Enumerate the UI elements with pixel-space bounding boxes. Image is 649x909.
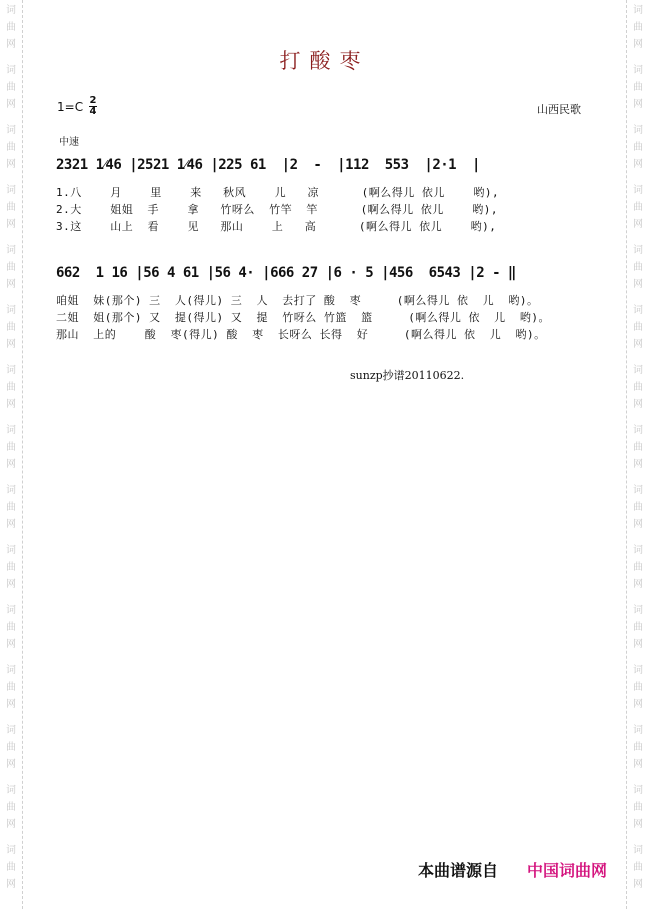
watermark-char: 曲 — [633, 802, 643, 813]
watermark-char: 曲 — [633, 682, 643, 693]
watermark-char: 词 — [633, 185, 643, 196]
watermark-char: 曲 — [633, 622, 643, 633]
watermark-char: 词 — [633, 125, 643, 136]
watermark-char: 网 — [6, 39, 16, 50]
watermark-char: 网 — [6, 99, 16, 110]
watermark-char: 词 — [633, 665, 643, 676]
watermark-char: 曲 — [633, 502, 643, 513]
watermark-char: 词 — [633, 845, 643, 856]
watermark-char: 网 — [6, 159, 16, 170]
watermark-char: 曲 — [633, 82, 643, 93]
time-signature — [89, 96, 97, 117]
watermark-char: 词 — [6, 185, 16, 196]
watermark-char: 词 — [6, 425, 16, 436]
watermark-char: 网 — [633, 339, 643, 350]
watermark-char: 词 — [633, 545, 643, 556]
watermark-char: 网 — [6, 279, 16, 290]
watermark-char: 词 — [6, 365, 16, 376]
watermark-char: 网 — [6, 399, 16, 410]
watermark-char: 词 — [6, 5, 16, 16]
lyric-line-2-3: 那山 上的 酸 枣(得儿) 酸 枣 长呀么 长得 好 (啊么得儿 依 儿 哟)。 — [56, 328, 546, 341]
site-name-link[interactable]: 中国词曲网 — [527, 861, 608, 880]
watermark-char: 词 — [6, 485, 16, 496]
watermark-char: 曲 — [633, 382, 643, 393]
watermark-char: 网 — [633, 879, 643, 890]
notation-line-2: 662 1 16 |56 4 61 |56 4· |666 27 |6 · 5 |456 6543 |2 - ‖ — [56, 265, 516, 281]
watermark-char: 曲 — [6, 202, 16, 213]
watermark-char: 网 — [6, 519, 16, 530]
watermark-char: 网 — [6, 639, 16, 650]
watermark-char: 曲 — [6, 22, 16, 33]
right-margin-border — [626, 0, 649, 909]
lyric-line-1-3: 3.这 山上 看 见 那山 上 高 (啊么得儿 依儿 哟), — [56, 220, 497, 233]
watermark-char: 词 — [6, 65, 16, 76]
watermark-char: 网 — [633, 639, 643, 650]
watermark-char: 网 — [6, 339, 16, 350]
watermark-char: 词 — [6, 245, 16, 256]
watermark-char: 词 — [633, 5, 643, 16]
watermark-char: 曲 — [6, 502, 16, 513]
left-margin-border — [0, 0, 23, 909]
watermark-char: 词 — [6, 545, 16, 556]
watermark-char: 网 — [633, 219, 643, 230]
watermark-char: 曲 — [6, 802, 16, 813]
watermark-char: 曲 — [6, 262, 16, 273]
song-title: 打酸枣 — [279, 49, 370, 73]
watermark-char: 网 — [633, 159, 643, 170]
watermark-char: 曲 — [633, 22, 643, 33]
watermark-char: 曲 — [633, 442, 643, 453]
notation-line-1: 2321 1⁄46 |2521 1⁄46 |225 61 |2 - |112 553 |2·1 | — [56, 157, 480, 173]
watermark-char: 曲 — [6, 142, 16, 153]
watermark-char: 网 — [633, 519, 643, 530]
watermark-char: 曲 — [6, 382, 16, 393]
time-signature-bottom: 4 — [89, 106, 97, 117]
watermark-char: 词 — [633, 425, 643, 436]
watermark-char: 曲 — [6, 742, 16, 753]
lyric-line-1-2: 2.大 姐姐 手 拿 竹呀么 竹竿 竿 (啊么得儿 依儿 哟), — [56, 203, 499, 216]
watermark-char: 网 — [6, 879, 16, 890]
watermark-char: 词 — [6, 605, 16, 616]
watermark-char: 词 — [633, 785, 643, 796]
watermark-char: 曲 — [633, 142, 643, 153]
watermark-char: 词 — [6, 785, 16, 796]
watermark-char: 曲 — [6, 862, 16, 873]
watermark-char: 网 — [6, 579, 16, 590]
watermark-char: 网 — [633, 99, 643, 110]
watermark-char: 网 — [633, 399, 643, 410]
watermark-char: 词 — [633, 605, 643, 616]
transcription-credit: sunzp抄谱20110622. — [350, 369, 465, 382]
watermark-char: 网 — [6, 759, 16, 770]
watermark-char: 曲 — [633, 202, 643, 213]
watermark-char: 网 — [633, 699, 643, 710]
source-label: 本曲谱源自 — [418, 861, 499, 880]
watermark-char: 曲 — [633, 562, 643, 573]
watermark-char: 曲 — [6, 82, 16, 93]
watermark-char: 曲 — [633, 862, 643, 873]
watermark-char: 曲 — [633, 322, 643, 333]
watermark-char: 词 — [6, 725, 16, 736]
song-origin: 山西民歌 — [537, 103, 581, 116]
watermark-char: 词 — [6, 305, 16, 316]
watermark-char: 网 — [6, 699, 16, 710]
watermark-char: 曲 — [633, 262, 643, 273]
lyric-line-2-1: 咱姐 妹(那个) 三 人(得儿) 三 人 去打了 酸 枣 (啊么得儿 依 儿 哟)。 — [56, 294, 539, 307]
lyric-line-2-2: 二姐 姐(那个) 又 提(得儿) 又 提 竹呀么 竹篮 篮 (啊么得儿 依 儿 哟)。 — [56, 311, 551, 324]
watermark-char: 网 — [633, 39, 643, 50]
watermark-char: 词 — [633, 485, 643, 496]
watermark-char: 词 — [633, 65, 643, 76]
watermark-char: 曲 — [6, 682, 16, 693]
watermark-char: 曲 — [6, 322, 16, 333]
watermark-char: 网 — [633, 759, 643, 770]
tempo-marking: 中速 — [59, 137, 79, 148]
watermark-char: 网 — [6, 819, 16, 830]
time-signature-top: 2 — [89, 95, 97, 106]
watermark-char: 词 — [633, 365, 643, 376]
watermark-char: 网 — [6, 219, 16, 230]
watermark-char: 词 — [633, 305, 643, 316]
watermark-char: 网 — [633, 459, 643, 470]
watermark-char: 词 — [6, 845, 16, 856]
watermark-char: 词 — [633, 245, 643, 256]
watermark-char: 词 — [6, 125, 16, 136]
lyric-line-1-1: 1.八 月 里 来 秋风 儿 凉 (啊么得儿 依儿 哟), — [56, 186, 500, 199]
watermark-char: 网 — [633, 819, 643, 830]
watermark-char: 网 — [6, 459, 16, 470]
watermark-char: 曲 — [6, 442, 16, 453]
watermark-char: 网 — [633, 579, 643, 590]
key-signature: 1=C — [57, 100, 84, 114]
watermark-char: 曲 — [6, 622, 16, 633]
watermark-char: 网 — [633, 279, 643, 290]
watermark-char: 词 — [6, 665, 16, 676]
watermark-char: 词 — [633, 725, 643, 736]
watermark-char: 曲 — [633, 742, 643, 753]
watermark-char: 曲 — [6, 562, 16, 573]
